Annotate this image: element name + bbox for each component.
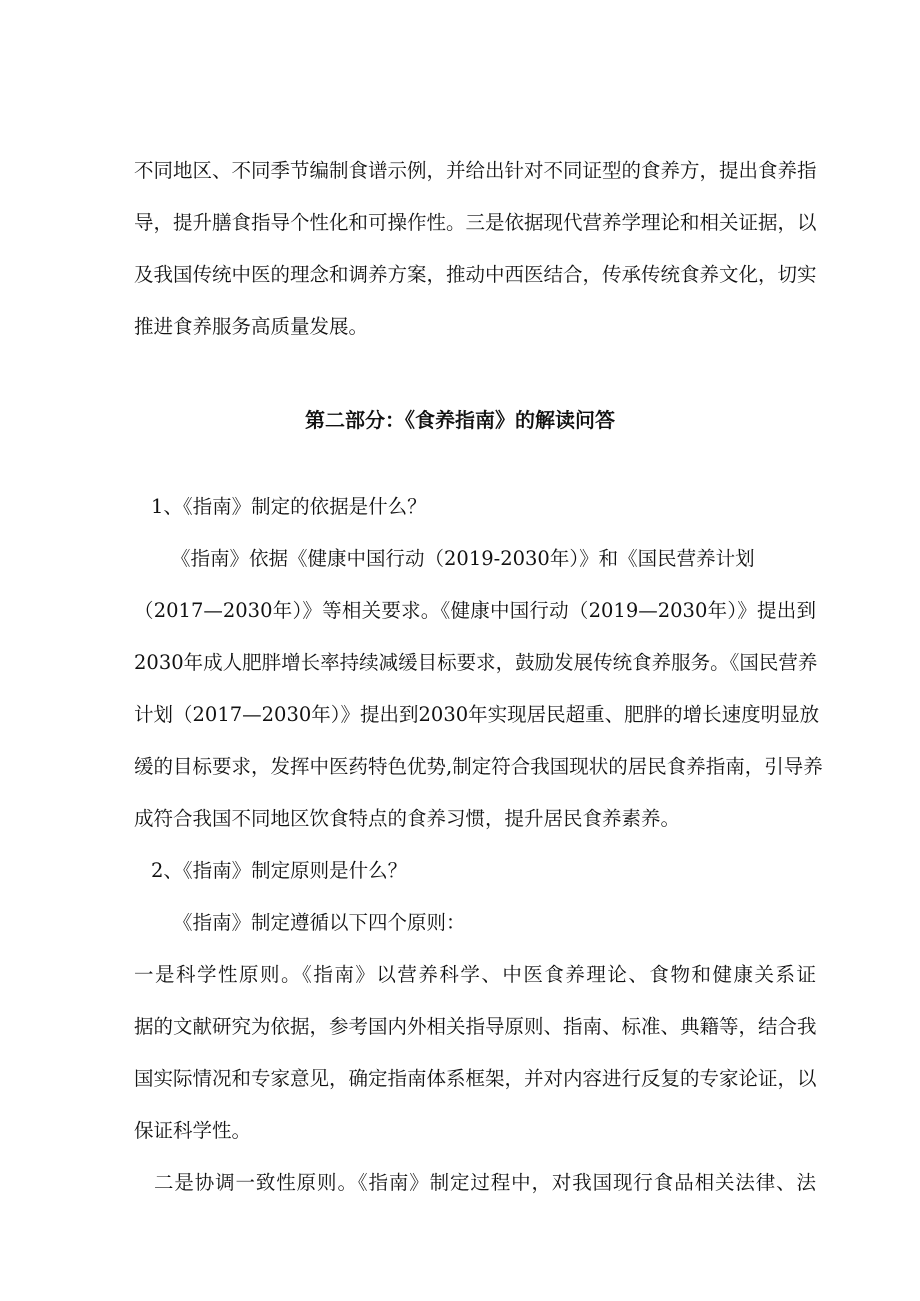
q1-answer-line-6: 成符合我国不同地区饮食特点的食养习惯，提升居民食养素养。 <box>134 807 681 830</box>
q1-answer-line-4: 计划（2017—2030年）》提出到2030年实现居民超重、肥胖的增长速度明显放 <box>134 703 820 726</box>
section-heading: 第二部分：《食养指南》的解读问答 <box>305 408 615 432</box>
principle-1-line-2: 据的文献研究为依据，参考国内外相关指导原则、指南、标准、典籍等，结合我 <box>134 1015 817 1038</box>
intro-line-2: 导，提升膳食指导个性化和可操作性。三是依据现代营养学理论和相关证据，以 <box>134 211 817 234</box>
principle-1-line-3: 国实际情况和专家意见，确定指南体系框架，并对内容进行反复的专家论证，以 <box>134 1067 817 1090</box>
q1-answer-line-3: 2030年成人肥胖增长率持续减缓目标要求，鼓励发展传统食养服务。《国民营养 <box>134 651 818 674</box>
principle-2-line-1: 二是协调一致性原则。《指南》制定过程中，对我国现行食品相关法律、法 <box>154 1171 816 1194</box>
intro-line-3: 及我国传统中医的理念和调养方案，推动中西医结合，传承传统食养文化，切实 <box>134 263 817 286</box>
intro-line-1: 不同地区、不同季节编制食谱示例，并给出针对不同证型的食养方，提出食养指 <box>134 159 817 182</box>
q1-answer-line-5: 缓的目标要求，发挥中医药特色优势,制定符合我国现状的居民食养指南，引导养 <box>134 755 823 778</box>
q2-intro: 《指南》制定遵循以下四个原则： <box>173 911 466 934</box>
q1-answer-line-1: 《指南》依据《健康中国行动（2019-2030年）》和《国民营养计划 <box>171 547 755 570</box>
question-2: 2、《指南》制定原则是什么？ <box>151 859 408 882</box>
principle-1-line-1: 一是科学性原则。《指南》以营养科学、中医食养理论、食物和健康关系证 <box>134 963 816 986</box>
intro-line-4: 推进食养服务高质量发展。 <box>134 315 369 338</box>
principle-1-line-4: 保证科学性。 <box>134 1119 252 1142</box>
question-1: 1、《指南》制定的依据是什么？ <box>151 495 427 518</box>
q1-answer-line-2: （2017—2030年）》等相关要求。《健康中国行动（2019—2030年）》提出到 <box>134 599 816 622</box>
